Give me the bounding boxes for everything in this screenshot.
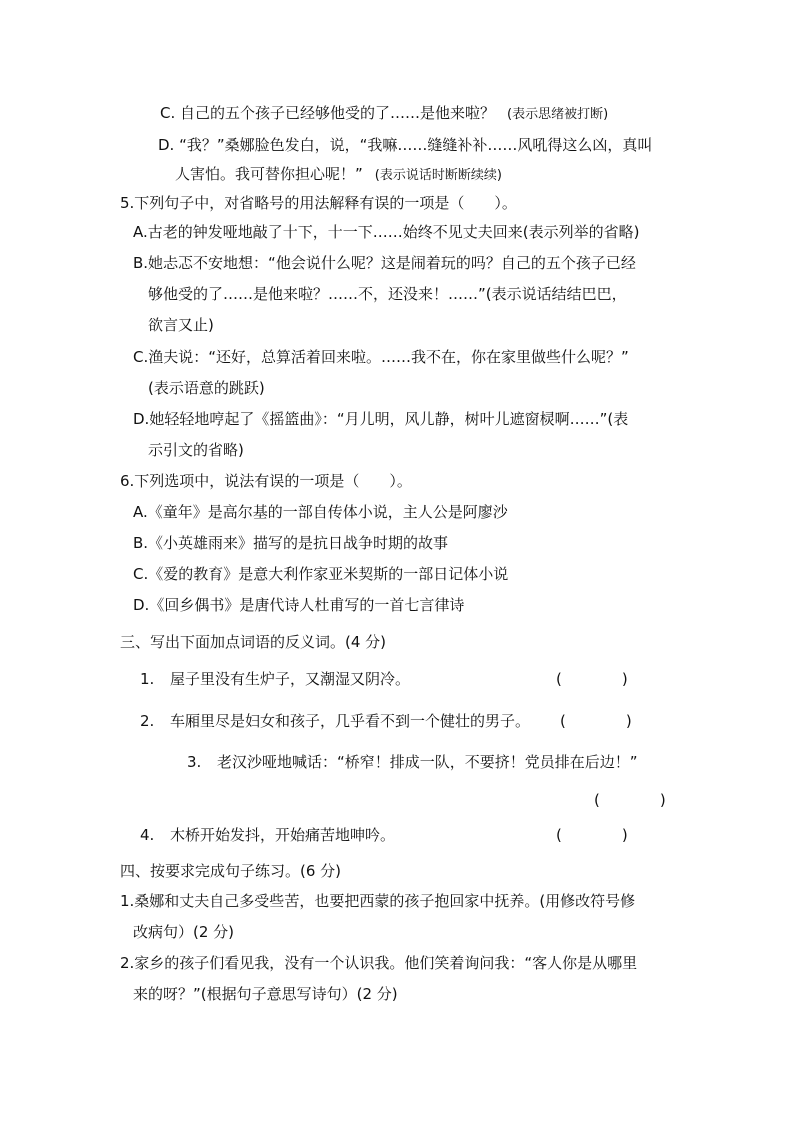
q6-option-a: A.《童年》是高尔基的一部自传体小说，主人公是阿廖沙 — [133, 503, 508, 521]
q4-option-c-text: C. 自己的五个孩子已经够他受的了……是他来啦？ — [160, 104, 496, 122]
item-number: 1. — [140, 670, 155, 688]
q6-option-b: B.《小英雄雨来》描写的是抗日战争时期的故事 — [133, 534, 449, 552]
q5-option-b-line2: 够他受的了……是他来啦？……不，还没来！……”(表示说话结结巴巴， — [148, 285, 627, 303]
q5-option-d-line1: D.她轻轻地哼起了《摇篮曲》：“月儿明，风儿静，树叶儿遮窗棂啊……”(表 — [133, 410, 629, 428]
q4-option-c — [160, 103, 608, 125]
section3-item-4 — [140, 825, 395, 845]
q5-option-d-line2: 示引文的省略) — [148, 441, 244, 459]
item-text: 木桥开始发抖，开始痛苦地呻吟。 — [170, 826, 396, 844]
item-text: 车厢里尽是妇女和孩子，几乎看不到一个健壮的男子。 — [170, 712, 531, 730]
answer-blank-4[interactable]: ( ) — [556, 826, 628, 844]
answer-blank-2[interactable]: ( ) — [560, 712, 632, 730]
section4-title: 四、按要求完成句子练习。(6 分) — [120, 862, 342, 880]
section3-item-3 — [187, 752, 638, 772]
item-text: 屋子里没有生炉子，又潮湿又阴冷。 — [170, 670, 411, 688]
section4-q2-line2: 来的呀？”(根据句子意思写诗句）(2 分) — [133, 985, 398, 1003]
q6-option-c: C.《爱的教育》是意大利作家亚米契斯的一部日记体小说 — [133, 565, 509, 583]
q5-option-a: A.古老的钟发哑地敲了十下，十一下……始终不见丈夫回来(表示列举的省略) — [133, 223, 640, 241]
section4-q1-line1: 1.桑娜和丈夫自己多受些苦，也要把西蒙的孩子抱回家中抚养。(用修改符号修 — [120, 892, 636, 910]
q5-option-b-line3: 欲言又止) — [148, 316, 214, 334]
item-text: 老汉沙哑地喊话：“桥窄！排成一队，不要挤！党员排在后边！” — [217, 753, 638, 771]
q4-option-d-note: (表示说话时断断续续) — [374, 168, 502, 183]
q4-option-d-line1: D. “我？”桑娜脸色发白，说，“我嘛……缝缝补补……风吼得这么凶，真叫 — [158, 136, 653, 154]
q4-option-d-text: 人害怕。我可替你担心呢！” — [175, 165, 363, 183]
item-number: 4. — [140, 826, 155, 844]
section3-item-1 — [140, 669, 410, 689]
item-number: 2. — [140, 712, 155, 730]
answer-blank-3[interactable]: ( ) — [594, 791, 666, 809]
q5-option-b-line1: B.她忐忑不安地想：“他会说什么呢？这是闹着玩的吗？自己的五个孩子已经 — [133, 254, 636, 272]
q6-stem: 6.下列选项中，说法有误的一项是（ ）。 — [120, 472, 412, 490]
q4-option-d-line2 — [175, 164, 502, 186]
q5-option-c-line2: (表示语意的跳跃) — [148, 379, 265, 397]
answer-blank-1[interactable]: ( ) — [556, 670, 628, 688]
q6-option-d: D.《回乡偶书》是唐代诗人杜甫写的一首七言律诗 — [133, 596, 465, 614]
q5-option-c-line1: C.渔夫说：“还好，总算活着回来啦。……我不在，你在家里做些什么呢？” — [133, 348, 629, 366]
section4-q2-line1: 2.家乡的孩子们看见我，没有一个认识我。他们笑着询问我：“客人你是从哪里 — [120, 954, 638, 972]
section3-title: 三、写出下面加点词语的反义词。(4 分) — [120, 633, 387, 651]
section4-q1-line2: 改病句）(2 分) — [133, 923, 235, 941]
section3-item-2 — [140, 711, 530, 731]
q4-option-c-note: (表示思绪被打断) — [507, 107, 609, 122]
item-number: 3. — [187, 753, 202, 771]
q5-stem: 5.下列句子中，对省略号的用法解释有误的一项是（ ）。 — [120, 194, 517, 212]
